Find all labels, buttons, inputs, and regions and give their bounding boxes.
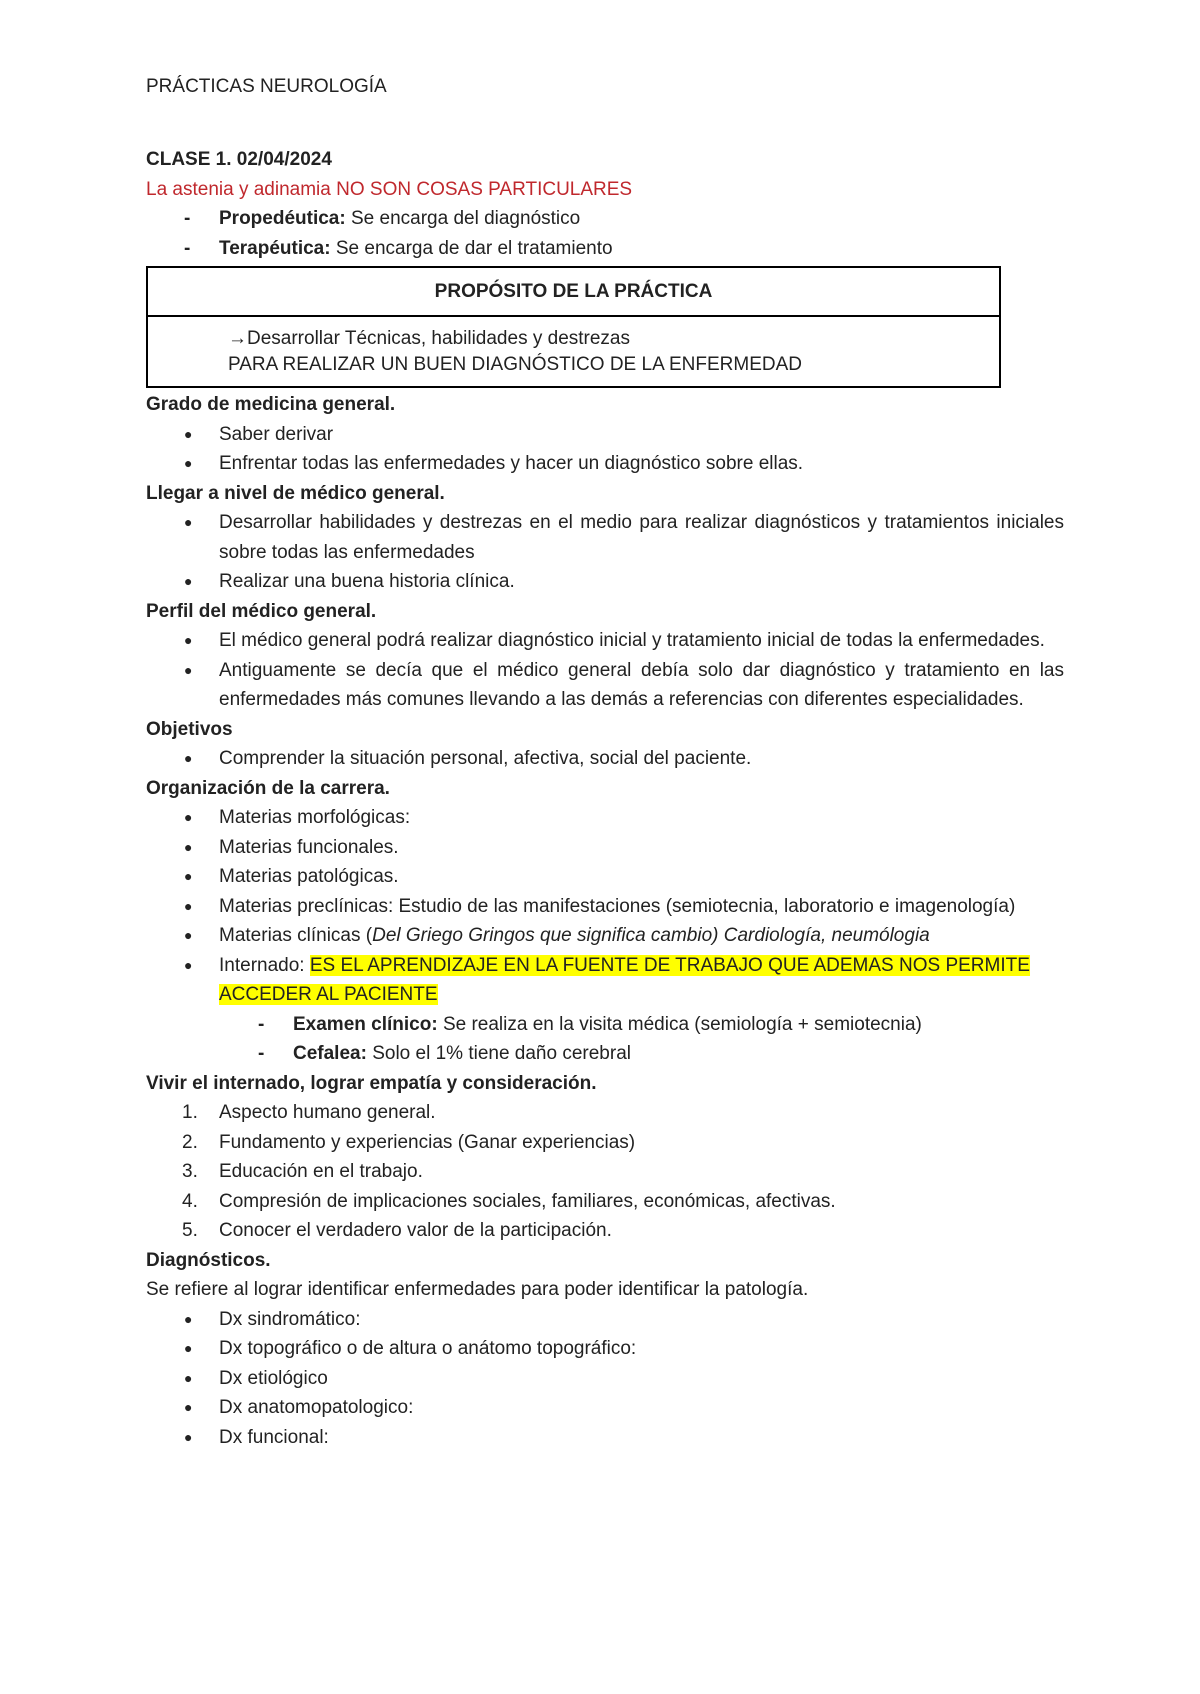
list-item bbox=[146, 1393, 1064, 1423]
list-item bbox=[146, 626, 1064, 656]
list-item-text: Dx sindromático: bbox=[219, 1308, 361, 1330]
bullet-marker: ● bbox=[184, 1310, 193, 1327]
term: Terapéutica: bbox=[219, 237, 331, 259]
list-item bbox=[146, 204, 1064, 234]
list-item bbox=[146, 951, 1064, 1010]
bullet-marker: ● bbox=[184, 956, 193, 973]
list-item bbox=[146, 449, 1064, 479]
bullet-marker: ● bbox=[184, 1399, 193, 1415]
list-item bbox=[146, 1423, 1064, 1453]
list-item bbox=[146, 1364, 1064, 1394]
list-item-text: Educación en el trabajo. bbox=[219, 1161, 423, 1182]
list-item-text: El médico general podrá realizar diagnóstico inicial y tratamiento inicial de todas la enfermedades. bbox=[219, 630, 1045, 651]
list-item-text: Materias clínicas ( bbox=[219, 925, 373, 946]
list-item-text: Compresión de implicaciones sociales, familiares, económicas, afectivas. bbox=[219, 1190, 836, 1212]
list-item bbox=[146, 567, 1064, 597]
section-heading: Vivir el internado, lograr empatía y consideración. bbox=[146, 1072, 597, 1094]
term: Examen clínico: bbox=[293, 1013, 438, 1035]
number-marker: 4. bbox=[182, 1190, 198, 1212]
bullet-marker: ● bbox=[184, 661, 193, 678]
section-heading: Perfil del médico general. bbox=[146, 600, 377, 622]
list-item-text: Aspecto humano general. bbox=[219, 1102, 436, 1123]
dash-marker: - bbox=[258, 1043, 265, 1064]
list-item bbox=[146, 420, 1064, 450]
definition: Solo el 1% tiene daño cerebral bbox=[366, 1043, 631, 1064]
list-item bbox=[146, 744, 1064, 774]
class-header: CLASE 1. 02/04/2024 bbox=[146, 149, 332, 170]
purpose-box-body bbox=[148, 317, 999, 386]
list-item bbox=[146, 833, 1064, 863]
document-title: PRÁCTICAS NEUROLOGÍA bbox=[146, 76, 387, 97]
numbered-item bbox=[146, 1187, 1064, 1217]
list-item-text: Antiguamente se decía que el médico general debía solo dar diagnóstico y tratamiento en las enfermedades más comunes llevando a las demás a referencias con diferentes especialidades. bbox=[219, 659, 1064, 710]
highlighted-text: ES EL APRENDIZAJE EN LA FUENTE DE TRABAJO QUE ADEMAS NOS PERMITE ACCEDER AL PACIENTE bbox=[219, 954, 1030, 1005]
definition: Se encarga de dar el tratamiento bbox=[330, 237, 613, 259]
numbered-item bbox=[146, 1157, 1064, 1187]
bullet-marker: ● bbox=[184, 1369, 193, 1386]
list-item bbox=[146, 803, 1064, 833]
bullet-marker: ● bbox=[184, 868, 193, 884]
dash-marker: - bbox=[258, 1013, 265, 1035]
purpose-line-2: PARA REALIZAR UN BUEN DIAGNÓSTICO DE LA ENFERMEDAD bbox=[228, 354, 802, 375]
bullet-marker: ● bbox=[184, 632, 193, 648]
bullet-marker: ● bbox=[184, 1428, 193, 1445]
list-item-text: Dx topográfico o de altura o anátomo topográfico: bbox=[219, 1338, 637, 1359]
section-heading: Grado de medicina general. bbox=[146, 394, 396, 415]
section-heading: Objetivos bbox=[146, 718, 233, 740]
list-item-text: Internado: bbox=[219, 954, 310, 976]
sub-list-item bbox=[146, 1010, 1064, 1040]
red-note: La astenia y adinamia NO SON COSAS PARTICULARES bbox=[146, 178, 633, 200]
number-marker: 5. bbox=[182, 1220, 198, 1241]
list-item bbox=[146, 1305, 1064, 1335]
bullet-marker: ● bbox=[184, 514, 193, 530]
list-item-text: Enfrentar todas las enfermedades y hacer un diagnóstico sobre ellas. bbox=[219, 453, 804, 474]
number-marker: 2. bbox=[182, 1131, 198, 1153]
bullet-marker: ● bbox=[184, 838, 193, 855]
bullet-marker: ● bbox=[184, 1340, 193, 1356]
list-item-text: Materias preclínicas: Estudio de las manifestaciones (semiotecnia, laboratorio e imagenología) bbox=[219, 895, 1016, 917]
list-item-text: Materias funcionales. bbox=[219, 836, 399, 858]
bullet-marker: ● bbox=[184, 897, 193, 914]
numbered-item bbox=[146, 1128, 1064, 1158]
definition: Se encarga del diagnóstico bbox=[345, 208, 581, 229]
list-item-text: Dx anatomopatologico: bbox=[219, 1397, 414, 1418]
list-item bbox=[146, 508, 1064, 567]
bullet-marker: ● bbox=[184, 573, 193, 589]
section-heading: Llegar a nivel de médico general. bbox=[146, 482, 445, 504]
number-marker: 3. bbox=[182, 1161, 198, 1182]
sub-list-item bbox=[146, 1039, 1064, 1069]
bullet-marker: ● bbox=[184, 809, 193, 825]
list-item bbox=[146, 921, 1064, 951]
list-item bbox=[146, 1334, 1064, 1364]
numbered-item bbox=[146, 1216, 1064, 1246]
italic-text: Del Griego Gringos que significa cambio) Cardiología, neumólogia bbox=[372, 925, 930, 946]
list-item-text: Saber derivar bbox=[219, 423, 334, 445]
term: Cefalea: bbox=[293, 1043, 367, 1064]
paragraph: Se refiere al lograr identificar enfermedades para poder identificar la patología. bbox=[146, 1279, 809, 1300]
list-item bbox=[146, 656, 1064, 715]
bullet-marker: ● bbox=[184, 455, 193, 471]
section-heading: Diagnósticos. bbox=[146, 1249, 271, 1271]
list-item-text: Realizar una buena historia clínica. bbox=[219, 571, 515, 592]
list-item bbox=[146, 862, 1064, 892]
list-item-text: Materias patológicas. bbox=[219, 866, 399, 887]
list-item-text: Desarrollar habilidades y destrezas en el medio para realizar diagnósticos y tratamientos iniciales sobre todas las enfermedades bbox=[219, 512, 1064, 563]
list-item-text: Materias morfológicas: bbox=[219, 807, 411, 828]
number-marker: 1. bbox=[182, 1102, 198, 1123]
list-item-text: Comprender la situación personal, afectiva, social del paciente. bbox=[219, 748, 752, 769]
document-body bbox=[146, 145, 1064, 1452]
purpose-line-1: →Desarrollar Técnicas, habilidades y destrezas bbox=[228, 328, 630, 349]
list-item-text: Conocer el verdadero valor de la participación. bbox=[219, 1220, 612, 1241]
term: Propedéutica: bbox=[219, 208, 346, 229]
list-item-text: Fundamento y experiencias (Ganar experiencias) bbox=[219, 1131, 636, 1153]
purpose-box-header: PROPÓSITO DE LA PRÁCTICA bbox=[148, 268, 999, 317]
purpose-box bbox=[146, 266, 1001, 388]
list-item-text: Dx etiológico bbox=[219, 1367, 328, 1389]
list-item-text: Dx funcional: bbox=[219, 1426, 329, 1448]
bullet-marker: ● bbox=[184, 750, 193, 766]
dash-marker: - bbox=[184, 208, 191, 229]
dash-marker: - bbox=[184, 237, 191, 259]
section-heading: Organización de la carrera. bbox=[146, 777, 390, 799]
bullet-marker: ● bbox=[184, 927, 193, 943]
definition: Se realiza en la visita médica (semiología + semiotecnia) bbox=[437, 1013, 922, 1035]
bullet-marker: ● bbox=[184, 425, 193, 442]
numbered-item bbox=[146, 1098, 1064, 1128]
list-item bbox=[146, 234, 1064, 264]
list-item bbox=[146, 892, 1064, 922]
